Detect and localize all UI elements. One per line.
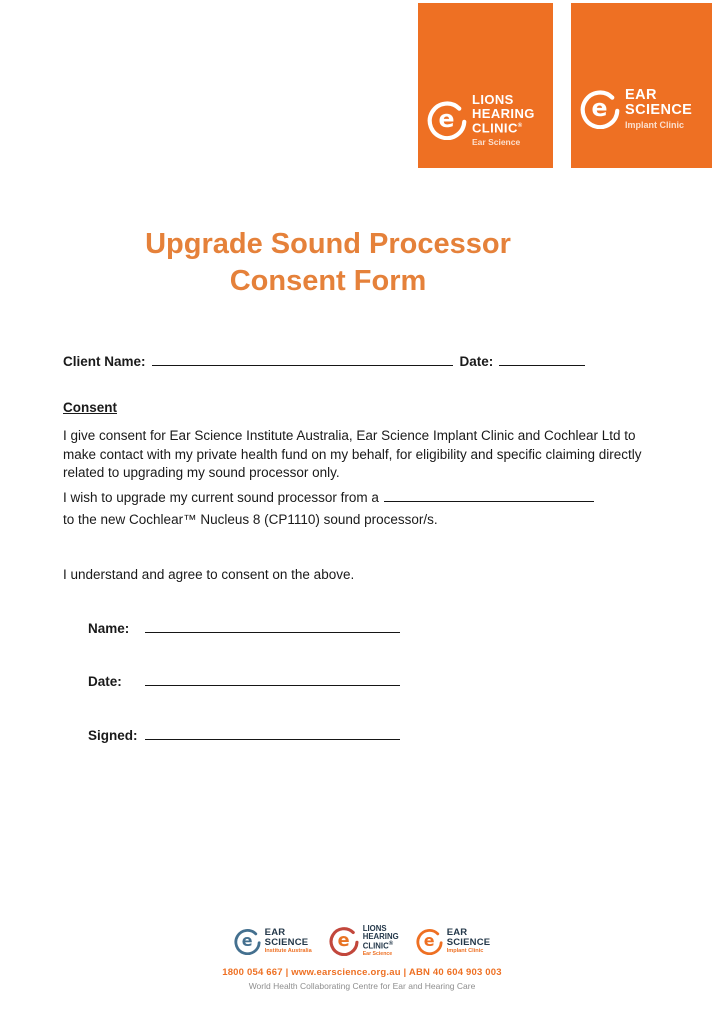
svg-text:e: e xyxy=(423,930,435,950)
footer-logo-line: LIONS xyxy=(362,924,387,933)
registered-mark: ® xyxy=(388,940,394,947)
name-line[interactable] xyxy=(145,619,400,633)
lions-logo-subtitle: Ear Science xyxy=(472,136,521,147)
date-label: Date: xyxy=(459,354,494,369)
page-title-line1: Upgrade Sound Processor xyxy=(145,228,511,260)
svg-text:e: e xyxy=(337,931,350,952)
footer-logo-line: SCIENCE xyxy=(446,936,491,948)
lions-logo-line: LIONS xyxy=(472,92,514,107)
lions-e-icon xyxy=(329,926,359,956)
footer xyxy=(0,919,724,991)
footer-contact-line: 1800 054 667 | www.earscience.org.au | ABN 40 604 903 003 xyxy=(222,967,502,978)
ear-science-e-icon xyxy=(416,928,443,955)
footer-logo-line: CLINIC® xyxy=(362,940,394,951)
signature-row-date xyxy=(88,672,400,689)
svg-text:e: e xyxy=(438,104,455,133)
lions-logo-line: CLINIC® xyxy=(472,120,523,136)
footer-logo-line: HEARING xyxy=(362,931,399,941)
header-logo-ear-science-implant xyxy=(571,3,712,168)
client-row xyxy=(63,352,585,369)
footer-logos xyxy=(234,919,491,963)
signature-row-signed xyxy=(88,726,400,743)
ear-science-e-icon xyxy=(580,89,620,129)
signed-label: Signed: xyxy=(88,728,138,743)
footer-logo-line: EAR xyxy=(264,927,286,938)
ear-science-logo-line: SCIENCE xyxy=(625,102,693,118)
name-label: Name: xyxy=(88,621,130,636)
client-name-line[interactable] xyxy=(152,352,453,366)
page-title xyxy=(0,226,656,300)
signature-row-name xyxy=(88,619,400,636)
signed-line[interactable] xyxy=(145,726,400,740)
ear-science-logo-line: EAR xyxy=(625,87,657,103)
footer-logo-ear-science-implant xyxy=(416,928,491,955)
date-line[interactable] xyxy=(145,672,400,686)
agree-statement: I understand and agree to consent on the above. xyxy=(63,567,355,582)
upgrade-row xyxy=(63,488,594,505)
footer-logo-ear-science-institute xyxy=(234,928,312,955)
upgrade-text: I wish to upgrade my current sound processor from a xyxy=(63,490,379,505)
footer-logo-subtitle: Institute Australia xyxy=(264,948,312,954)
footer-logo-line: SCIENCE xyxy=(264,936,309,948)
date-line[interactable] xyxy=(499,352,585,366)
ear-science-e-icon xyxy=(427,100,467,140)
client-name-label: Client Name: xyxy=(63,354,146,369)
consent-heading: Consent xyxy=(63,400,117,415)
svg-text:e: e xyxy=(241,930,253,950)
footer-logo-line: EAR xyxy=(446,927,468,938)
upgrade-suffix-text: to the new Cochlear™ Nucleus 8 (CP1110) sound processor/s. xyxy=(63,512,438,527)
registered-mark: ® xyxy=(517,123,523,129)
lions-logo-line: HEARING xyxy=(472,105,535,121)
footer-tagline: World Health Collaborating Centre for Ear and Hearing Care xyxy=(248,981,476,991)
consent-paragraph: I give consent for Ear Science Institute Australia, Ear Science Implant Clinic and Cochlear Ltd to make contact with my private health fund on my behalf, for eligibility and specific claiming directly related to upgrading my sound processor only. xyxy=(63,428,642,480)
ear-science-logo-subtitle: Implant Clinic xyxy=(625,120,685,130)
svg-text:e: e xyxy=(591,93,608,122)
date-label: Date: xyxy=(88,674,122,689)
footer-logo-subtitle: Implant Clinic xyxy=(446,948,484,954)
header-logo-lions-hearing-clinic xyxy=(418,3,553,168)
ear-science-e-icon xyxy=(234,928,261,955)
footer-logo-subtitle: Ear Science xyxy=(362,950,393,957)
footer-logo-lions-hearing-clinic xyxy=(329,925,399,957)
page-title-line2: Consent Form xyxy=(229,265,427,297)
current-processor-line[interactable] xyxy=(384,488,594,502)
